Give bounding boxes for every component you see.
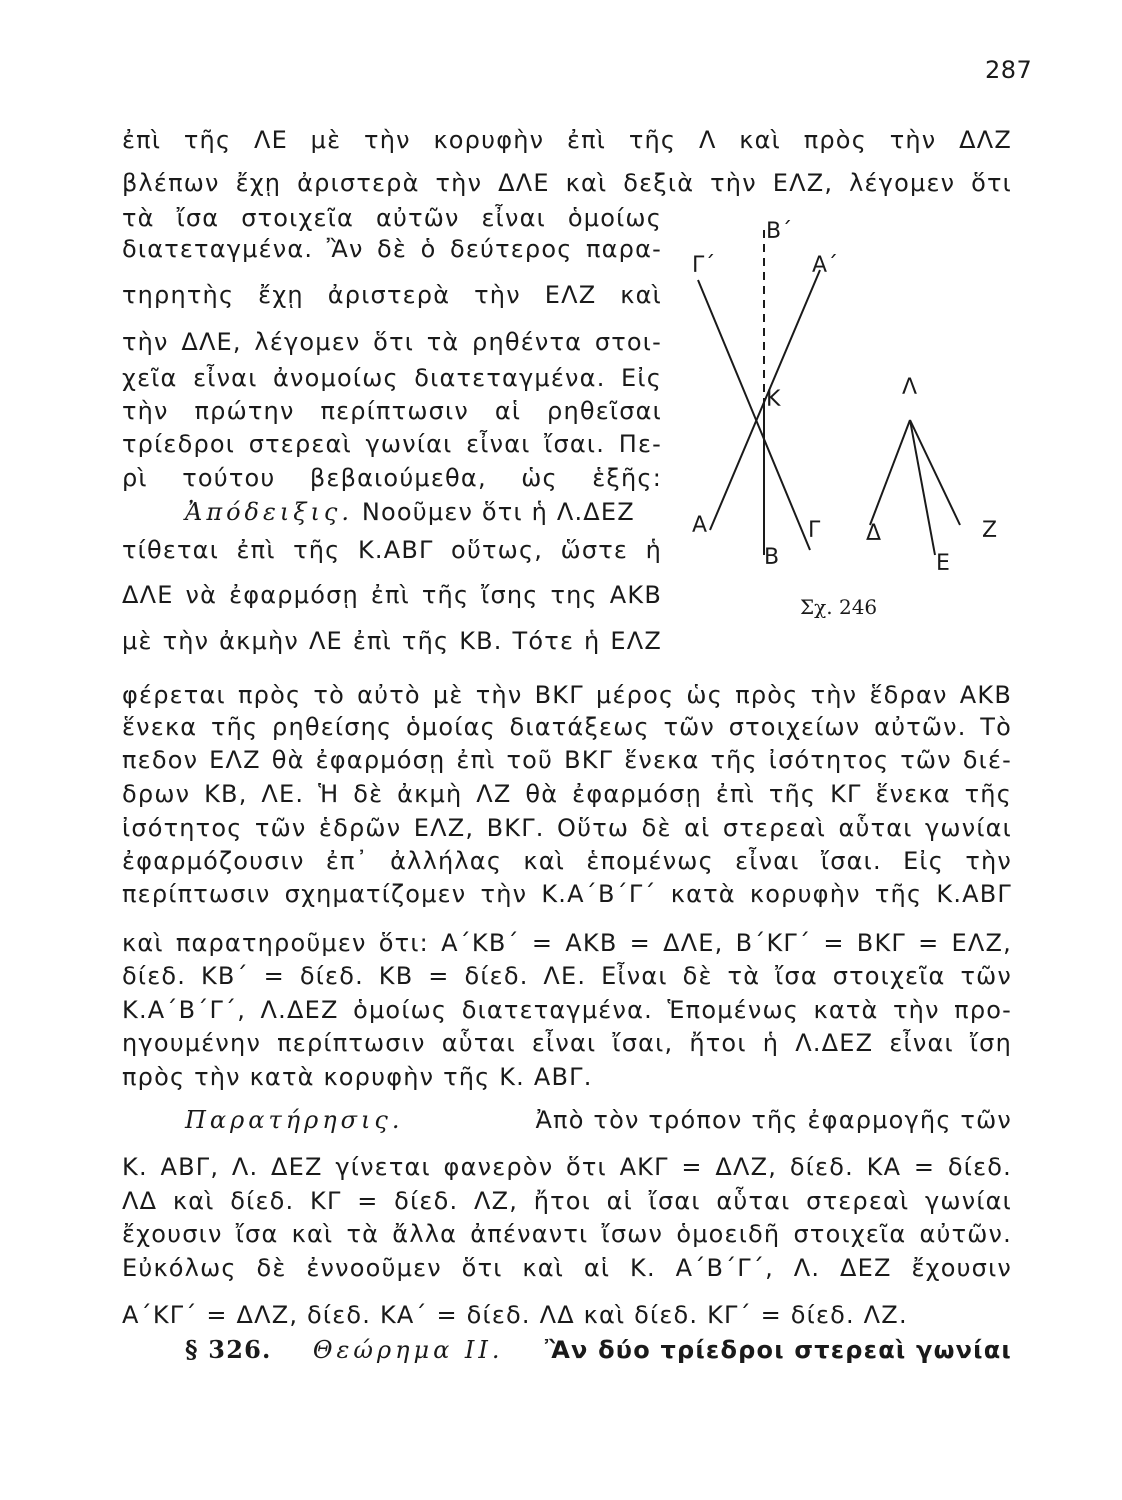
line-l-to-d [870,420,910,525]
theorem-line [185,1335,1012,1365]
figure-caption: Σχ. 246 [800,595,878,619]
text-line: πεδον ΕΛΖ θὰ ἐφαρμόσῃ ἐπὶ τοῦ ΒΚΓ ἕνεκα τῆς ἰσότητος τῶν διέ- [122,746,1012,774]
theorem-text: Ἂν δύο τρίεδροι στερεαὶ γωνίαι [544,1336,1012,1364]
text-line: δίεδ. ΚΒ΄ = δίεδ. ΚΒ = δίεδ. ΛΕ. Εἶναι δὲ τὰ ἴσα στοιχεῖα τῶν [122,962,1012,990]
text-line: Κ.Α΄Β΄Γ΄, Λ.ΔΕΖ ὁμοίως διατεταγμένα. Ἑπομένως κατὰ τὴν προ- [122,996,1012,1024]
text-line: τρίεδροι στερεαὶ γωνίαι εἶναι ἴσαι. Πε- [122,430,662,458]
text-line: φέρεται πρὸς τὸ αὐτὸ μὲ τὴν ΒΚΓ μέρος ὡς πρὸς τὴν ἕδραν ΑΚΒ [122,681,1012,709]
text-line: ἐπὶ τῆς ΛΕ μὲ τὴν κορυφὴν ἐπὶ τῆς Λ καὶ πρὸς τὴν ΔΛΖ [122,126,1012,154]
label-k: Κ [766,387,781,412]
text-line: Κ. ΑΒΓ, Λ. ΔΕΖ γίνεται φανερὸν ὅτι ΑΚΓ = ΔΛΖ, δίεδ. ΚΑ = δίεδ. [122,1153,1012,1181]
section-number: § 326. [185,1335,272,1364]
text-line: τὴν πρώτην περίπτωσιν αἱ ρηθεῖσαι [122,397,662,425]
text-line: τὰ ἴσα στοιχεῖα αὐτῶν εἶναι ὁμοίως [122,204,662,232]
text-line: πρὸς τὴν κατὰ κορυφὴν τῆς Κ. ΑΒΓ. [122,1063,593,1091]
text-line: περίπτωσιν σχηματίζομεν τὴν Κ.Α΄Β΄Γ΄ κατὰ κορυφὴν τῆς Κ.ΑΒΓ [122,880,1012,908]
label-z: Ζ [982,518,998,543]
text-line: ΛΔ καὶ δίεδ. ΚΓ = δίεδ. ΛΖ, ἤτοι αἱ ἴσαι αὗται στερεαὶ γωνίαι [122,1187,1012,1215]
theorem-label: Θεώρημα ΙΙ. [312,1336,504,1364]
text-line: ἕνεκα τῆς ρηθείσης ὁμοίας διατάξεως τῶν στοιχείων αὐτῶν. Τὸ [122,713,1012,741]
line-l-to-e [910,420,935,555]
text-line: χεῖα εἶναι ἀνομοίως διατεταγμένα. Εἰς [122,364,662,392]
figure-diagram [680,210,1030,590]
text-line: ἰσότητος τῶν ἑδρῶν ΕΛΖ, ΒΚΓ. Οὕτω δὲ αἱ στερεαὶ αὗται γωνίαι [122,814,1012,842]
remark-text: Ἀπὸ τὸν τρόπον τῆς ἐφαρμογῆς τῶν [535,1106,1012,1134]
text-line: ἐφαρμόζουσιν ἐπ᾽ ἀλλήλας καὶ ἑπομένως εἶναι ἴσαι. Εἰς τὴν [122,847,1012,875]
text-line: βλέπων ἔχῃ ἀριστερὰ τὴν ΔΛΕ καὶ δεξιὰ τὴν ΕΛΖ, λέγομεν ὅτι [122,169,1012,197]
label-g-prime: Γ΄ [692,253,716,278]
label-g: Γ [808,518,821,543]
line-l-to-z [910,420,960,525]
text-line: τηρητὴς ἔχῃ ἀριστερὰ τὴν ΕΛΖ καὶ [122,281,662,309]
label-b: Β [764,545,780,570]
label-a-prime: Α΄ [812,253,839,278]
text-line: ρὶ τούτου βεβαιούμεθα, ὡς ἑξῆς: [122,464,662,492]
label-l: Λ [902,375,918,400]
text-line: Εὐκόλως δὲ ἐννοοῦμεν ὅτι καὶ αἱ Κ. Α΄Β΄Γ΄, Λ. ΔΕΖ ἔχουσιν [122,1254,1012,1282]
page-number: 287 [985,56,1033,84]
text-line: ηγουμένην περίπτωσιν αὗται εἶναι ἴσαι, ἤτοι ἡ Λ.ΔΕΖ εἶναι ἴση [122,1029,1012,1057]
label-b-prime: Β΄ [766,219,793,244]
proof-line [185,497,665,527]
text-line: καὶ παρατηροῦμεν ὅτι: Α΄ΚΒ΄ = ΑΚΒ = ΔΛΕ, Β΄ΚΓ΄ = ΒΚΓ = ΕΛΖ, [122,929,1012,957]
text-line: ΔΛΕ νὰ ἐφαρμόσῃ ἐπὶ τῆς ἴσης της ΑΚΒ [122,581,662,609]
label-a: Α [692,513,708,538]
text-line: δρων ΚΒ, ΛΕ. Ἡ δὲ ἀκμὴ ΛΖ θὰ ἐφαρμόσῃ ἐπὶ τῆς ΚΓ ἕνεκα τῆς [122,780,1012,808]
line-g-prime-to-g [698,280,810,550]
text-line: τίθεται ἐπὶ τῆς Κ.ΑΒΓ οὕτως, ὥστε ἡ [122,536,662,564]
remark-line [185,1105,1012,1135]
text-line: ἔχουσιν ἴσα καὶ τὰ ἄλλα ἀπέναντι ἴσων ὁμοειδῆ στοιχεῖα αὐτῶν. [122,1220,1012,1248]
label-e: Ε [936,551,950,576]
remark-label: Παρατήρησις. [185,1106,404,1134]
text-line: Α΄ΚΓ΄ = ΔΛΖ, δίεδ. ΚΑ΄ = δίεδ. ΛΔ καὶ δίεδ. ΚΓ΄ = δίεδ. ΛΖ. [122,1301,908,1329]
proof-text: Νοοῦμεν ὅτι ἡ Λ.ΔΕΖ [361,498,635,526]
text-line: μὲ τὴν ἀκμὴν ΛΕ ἐπὶ τῆς ΚΒ. Τότε ἡ ΕΛΖ [122,627,662,655]
label-d: Δ [866,521,882,546]
text-line: διατεταγμένα. Ἂν δὲ ὁ δεύτερος παρα- [122,235,662,263]
proof-label: Ἀπόδειξις. [185,498,353,526]
text-line: τὴν ΔΛΕ, λέγομεν ὅτι τὰ ρηθέντα στοι- [122,328,662,356]
